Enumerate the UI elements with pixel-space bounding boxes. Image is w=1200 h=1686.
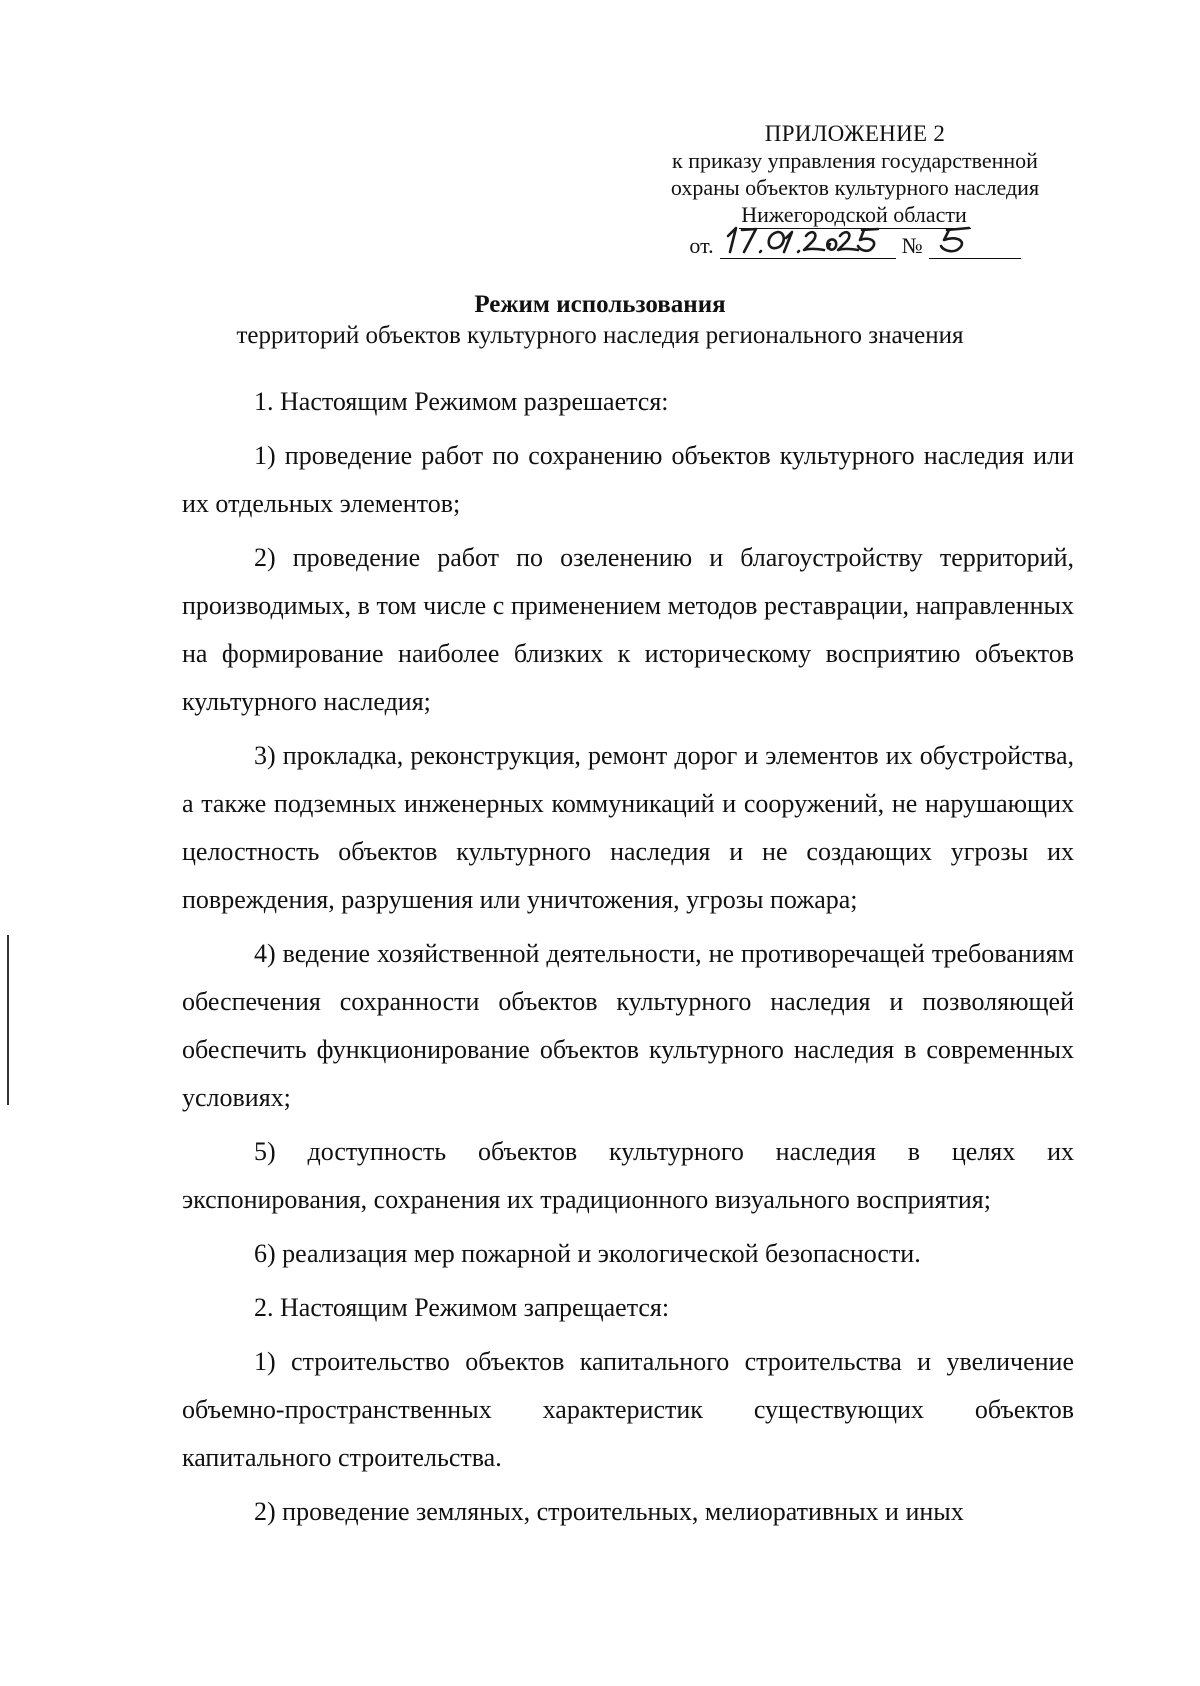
document-body [182,378,1074,1542]
paragraph-permitted-4: 4) ведение хозяйственной деятельности, не противоречащей требованиям обеспечения сохранности объектов культурного наследия и позволяющей обеспечить функционирование объектов культурного наследия в современных условиях; [182,939,1074,1112]
paragraph-permitted-6: 6) реализация мер пожарной и экологической безопасности. [254,1239,921,1268]
handwritten-date-icon [720,222,896,256]
document-subtitle: территорий объектов культурного наследия регионального значения [236,322,964,349]
paragraph-permitted-2: 2) проведение работ по озеленению и благоустройству территорий, производимых, в том числе с применением методов реставрации, направленных на формирование наиболее близких к историческому восприятию объектов культурного наследия; [182,543,1074,716]
paragraph-permitted-1: 1) проведение работ по сохранению объектов культурного наследия или их отдельных элементов; [182,441,1074,518]
paragraph-permitted-3: 3) прокладка, реконструкция, ремонт дорог и элементов их обустройства, а также подземных инженерных коммуникаций и сооружений, не нарушающих целостность объектов культурного наследия и не создающих угрозы их повреждения, разрушения или уничтожения, угрозы пожара; [182,741,1074,914]
document-title: Режим использования [474,291,726,318]
date-prefix: от. [689,233,714,258]
number-prefix: № [901,233,923,258]
paragraph-prohibited-2: 2) проведение земляных, строительных, мелиоративных и иных [254,1497,964,1526]
appendix-line-region: Нижегородской области [739,201,971,229]
paragraph-permitted-5: 5) доступность объектов культурного наследия в целях их экспонирования, сохранения их традиционного визуального восприятия; [182,1137,1074,1214]
handwritten-date [720,230,896,259]
scan-margin-line [7,935,9,1105]
handwritten-number [929,230,1021,259]
date-number-row [640,230,1070,259]
appendix-title: ПРИЛОЖЕНИЕ 2 [764,121,946,146]
handwritten-number-icon [929,222,1021,256]
paragraph-permitted-heading: 1. Настоящим Режимом разрешается: [254,387,669,416]
paragraph-prohibited-1: 1) строительство объектов капитального строительства и увеличение объемно-пространственных характеристик существующих объектов капитального строительства. [182,1347,1074,1472]
paragraph-prohibited-heading: 2. Настоящим Режимом запрещается: [254,1293,670,1322]
appendix-line-protection: охраны объектов культурного наследия [670,175,1040,200]
appendix-line-order: к приказу управления государственной [672,148,1038,173]
appendix-header [640,120,1070,259]
